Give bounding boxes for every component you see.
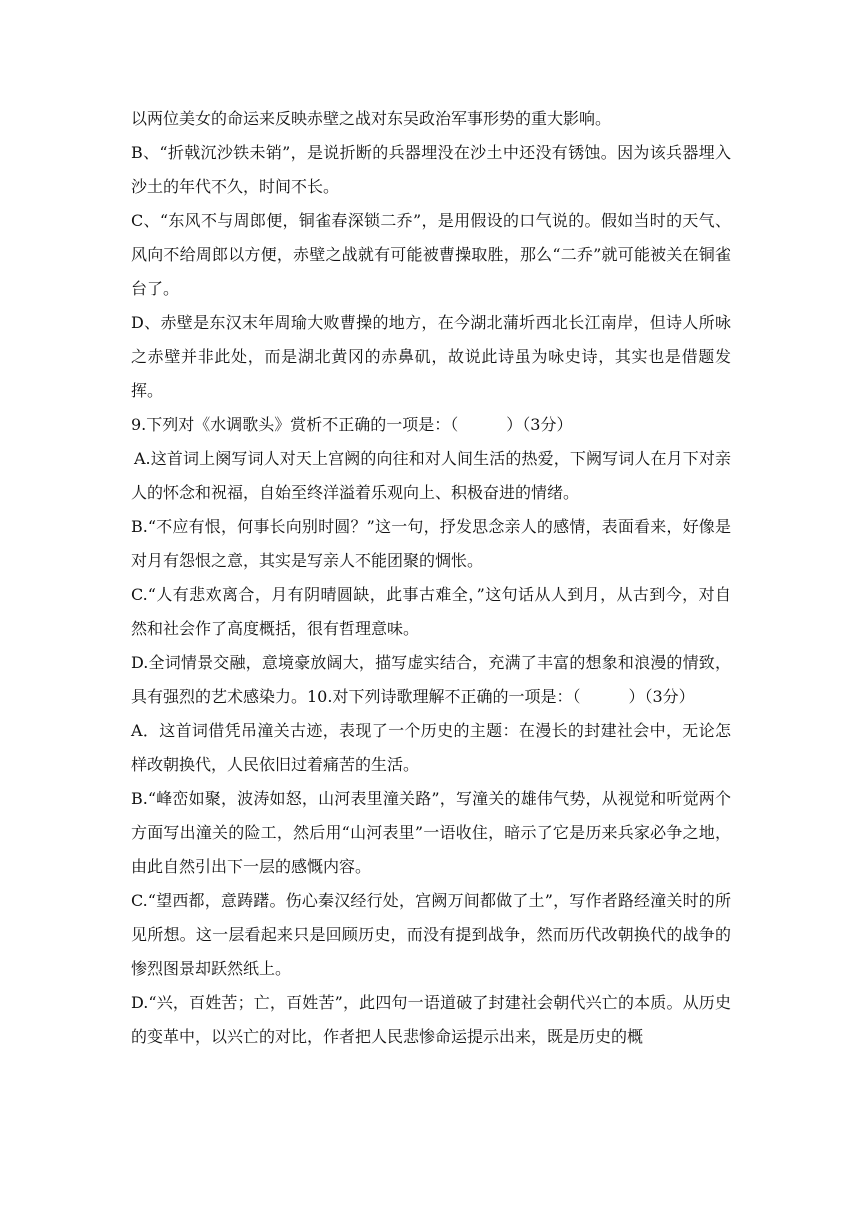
option-c-text: C、“东风不与周郎便，铜雀春深锁二乔”，是用假设的口气说的。假如当时的天气、风向不给周郎以方便，赤壁之战就有可能被曹操取胜，那么“二乔”就可能被关在铜雀台了。 [131, 211, 731, 298]
q9-option-d-and-question-10-stem: D.全词情景交融，意境豪放阔大，描写虚实结合，充满了丰富的想象和浪漫的情致，具有强烈的艺术感染力。10.对下列诗歌理解不正确的一项是：（ ）（3分） [131, 653, 731, 706]
question-9-stem: 9.下列对《水调歌头》赏析不正确的一项是：（ ）（3分） [131, 415, 573, 434]
q10-option-d: D.“兴，百姓苦；亡，百姓苦”，此四句一语道破了封建社会朝代兴亡的本质。从历史的变革中，以兴亡的对比，作者把人民悲惨命运提示出来，既是历史的概 [131, 993, 731, 1046]
option-d-text: D、赤壁是东汉末年周瑜大败曹操的地方，在今湖北蒲圻西北长江南岸，但诗人所咏之赤壁并非此处，而是湖北黄冈的赤鼻矶，故说此诗虽为咏史诗，其实也是借题发挥。 [131, 313, 731, 400]
paragraph-continuation: 以两位美女的命运来反映赤壁之战对东吴政治军事形势的重大影响。 [131, 109, 612, 128]
q10-option-c: C.“望西都，意踌躇。伤心秦汉经行处，宫阙万间都做了土”，写作者路经潼关时的所见所想。这一层看起来只是回顾历史，而没有提到战争，然而历代改朝换代的战争的惨烈图景却跃然纸上。 [131, 891, 731, 978]
q10-option-b: B.“峰峦如聚，波涛如怒，山河表里潼关路”，写潼关的雄伟气势，从视觉和听觉两个方面写出潼关的险工，然后用“山河表里”一语收住，暗示了它是历来兵家必争之地，由此自然引出下一层的感慨内容。 [131, 789, 731, 876]
q9-option-c: C.“人有悲欢离合，月有阴晴圆缺，此事古难全，”这句话从人到月，从古到今，对自然和社会作了高度概括，很有哲理意味。 [131, 585, 731, 638]
q10-option-a: A．这首词借凭吊潼关古迹，表现了一个历史的主题：在漫长的封建社会中，无论怎样改朝换代，人民依旧过着痛苦的生活。 [131, 721, 731, 774]
option-b-text: B、“折戟沉沙铁未销”，是说折断的兵器埋没在沙土中还没有锈蚀。因为该兵器埋入沙土的年代不久，时间不长。 [131, 143, 731, 196]
q9-option-a: A.这首词上阕写词人对天上宫阙的向往和对人间生活的热爱，下阙写词人在月下对亲人的怀念和祝福，自始至终洋溢着乐观向上、积极奋进的情绪。 [131, 449, 731, 502]
document-body [131, 102, 731, 1054]
q9-option-b: B.“不应有恨，何事长向别时圆？”这一句，抒发思念亲人的感情，表面看来，好像是对月有怨恨之意，其实是写亲人不能团聚的惆怅。 [131, 517, 731, 570]
